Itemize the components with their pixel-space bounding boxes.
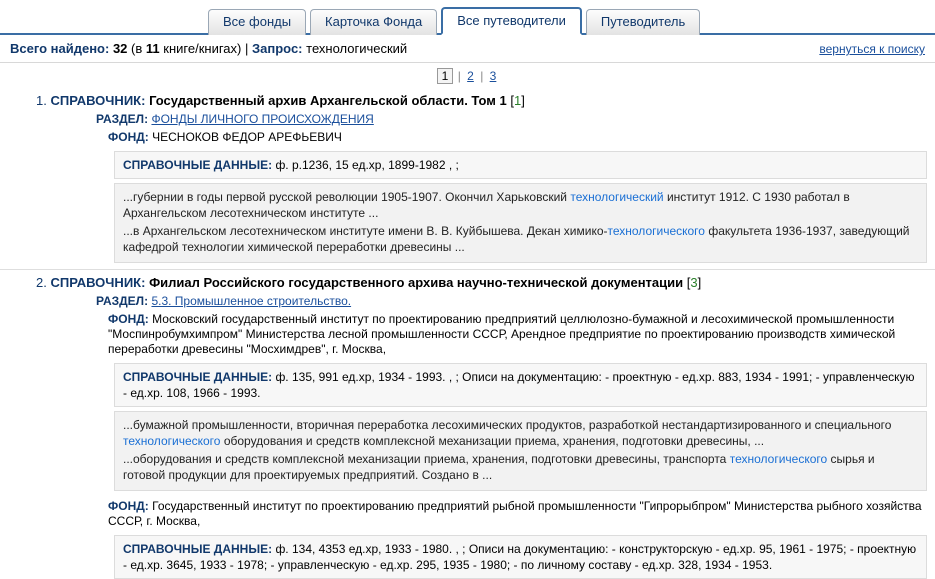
count-bracket-close: ] [521, 93, 525, 108]
fund-line [96, 310, 927, 359]
books-prefix: (в [131, 41, 143, 56]
reference-data-value: ф. 135, 991 ед.хр, 1934 - 1993. , ; Описи на документацию: - проектную - ед.хр. 883, 1934 - 1991; - управленческую - ед.хр. 108, 1966 - 1993. [123, 370, 915, 400]
reference-data-box [114, 151, 927, 179]
result-title[interactable]: Филиал Российского государственного архива научно-технической документации [149, 275, 684, 290]
reference-data-label: СПРАВОЧНЫЕ ДАННЫЕ: [123, 542, 273, 556]
result-index: 1. [36, 93, 47, 108]
section-line [96, 292, 927, 310]
count-value: 1 [514, 93, 522, 108]
snippet-text: ...в Архангельском лесотехническом институте имени В. В. Куйбышева. Декан химико-технологического факультета 1936-1937, заведующий кафедрой технологии химической переработки древесины ... [123, 224, 910, 254]
pagination [0, 63, 935, 88]
result-heading [8, 272, 927, 292]
result-count [510, 93, 524, 108]
reference-data-label: СПРАВОЧНЫЕ ДАННЫЕ: [123, 370, 273, 384]
fund-label: ФОНД: [108, 499, 149, 513]
result-title[interactable]: Государственный архив Архангельской области. Том 1 [149, 93, 507, 108]
reference-data-value: ф. 134, 4353 ед.хр, 1933 - 1980. , ; Описи на документацию: - конструкторскую - ед.хр. 95, 1961 - 1975; - проектную - ед.хр. 3645, 1933 - 1978; - управленческую - ед.хр. 295, 1935 - 1980; - по личному составу - ед.хр. 328, 1934 - 1953. [123, 542, 917, 572]
highlight-term: технологического [607, 224, 705, 238]
section-line [96, 110, 927, 128]
page-1-current[interactable]: 1 [437, 68, 454, 84]
tab-fund-card[interactable]: Карточка Фонда [310, 9, 437, 35]
count-value: 3 [690, 275, 698, 290]
section-label: РАЗДЕЛ: [96, 294, 149, 308]
fund-line [96, 128, 927, 147]
section-value[interactable]: 5.3. Промышленное строительство. [151, 294, 352, 308]
reference-data-box [114, 535, 927, 579]
snippet-box [114, 183, 927, 263]
tab-list [208, 7, 700, 35]
back-to-search-link[interactable]: вернуться к поиску [819, 42, 925, 56]
highlight-term: технологического [729, 452, 828, 466]
tab-all-funds[interactable]: Все фонды [208, 9, 306, 35]
found-count: 32 [112, 41, 128, 56]
count-bracket-open: [ [686, 275, 691, 290]
section-label: РАЗДЕЛ: [96, 112, 149, 126]
query-label: Запрос: [252, 41, 303, 56]
snippet-text: ...бумажной промышленности, вторичная переработка лесохимических продуктов, разработкой нестандартизированного и специального технологического оборудования и средств комплексной механизации приема, хранения, подготовки древесины, ... [123, 418, 892, 448]
reference-data-value: ф. р.1236, 15 ед.хр, 1899-1982 , ; [275, 158, 459, 172]
result-item [0, 270, 935, 579]
snippet-text: ...оборудования и средств комплексной механизации приема, хранения, подготовки древесины, транспорта технологического сырья и готовой продукции для проектируемых предприятий. Создано в ... [123, 452, 875, 482]
summary-bar [0, 35, 935, 63]
page-3-link[interactable]: 3 [489, 69, 497, 83]
books-count: 11 [145, 41, 160, 56]
books-word: книге/книгах) [163, 41, 242, 56]
query-value: технологический [306, 41, 408, 56]
result-body [8, 292, 927, 579]
fund-label: ФОНД: [108, 130, 149, 144]
fund-label: ФОНД: [108, 312, 149, 326]
snippet-box [114, 411, 927, 491]
count-bracket-close: ] [697, 275, 702, 290]
summary-separator: | [245, 41, 249, 56]
summary-text [10, 41, 407, 56]
tab-all-guides[interactable]: Все путеводители [441, 7, 582, 35]
result-index: 2. [36, 275, 47, 290]
fund-value: Московский государственный институт по проектированию предприятий целлюлозно-бумажной и лесохимической промышленности "Моспинробумхимпром" Министерства лесной промышленности СССР, Арендное предприятие по проектированию производств химической переработки древесины "Мосхимдрев", г. Москва, [108, 312, 896, 356]
snippet-text: ...губернии в годы первой русской революции 1905-1907. Окончил Харьковский технологический институт 1912. С 1930 работал в Архангельском лесотехническом институте ... [123, 190, 850, 220]
fund-line [96, 497, 927, 531]
highlight-term: технологического [123, 434, 221, 448]
pager-separator-2: | [480, 69, 484, 83]
result-heading [8, 90, 927, 110]
pager-separator-1: | [457, 69, 461, 83]
tab-bar [0, 0, 935, 35]
tab-guide[interactable]: Путеводитель [586, 9, 700, 35]
count-bracket-open: [ [510, 93, 515, 108]
section-value[interactable]: ФОНДЫ ЛИЧНОГО ПРОИСХОЖДЕНИЯ [151, 112, 374, 126]
result-body [8, 110, 927, 263]
page-2-link[interactable]: 2 [467, 69, 474, 83]
result-kind: СПРАВОЧНИК: [50, 93, 146, 108]
result-item [0, 88, 935, 263]
reference-data-label: СПРАВОЧНЫЕ ДАННЫЕ: [123, 158, 273, 172]
fund-value: Государственный институт по проектированию предприятий рыбной промышленности "Гипрорыбпром" Министерства рыбного хозяйства СССР, г. Москва, [108, 499, 922, 528]
result-kind: СПРАВОЧНИК: [50, 275, 146, 290]
fund-value: ЧЕСНОКОВ ФЕДОР АРЕФЬЕВИЧ [152, 130, 342, 144]
results-list [0, 88, 935, 579]
highlight-term: технологический [570, 190, 664, 204]
found-label: Всего найдено: [10, 41, 110, 56]
reference-data-box [114, 363, 927, 407]
result-count [687, 275, 701, 290]
